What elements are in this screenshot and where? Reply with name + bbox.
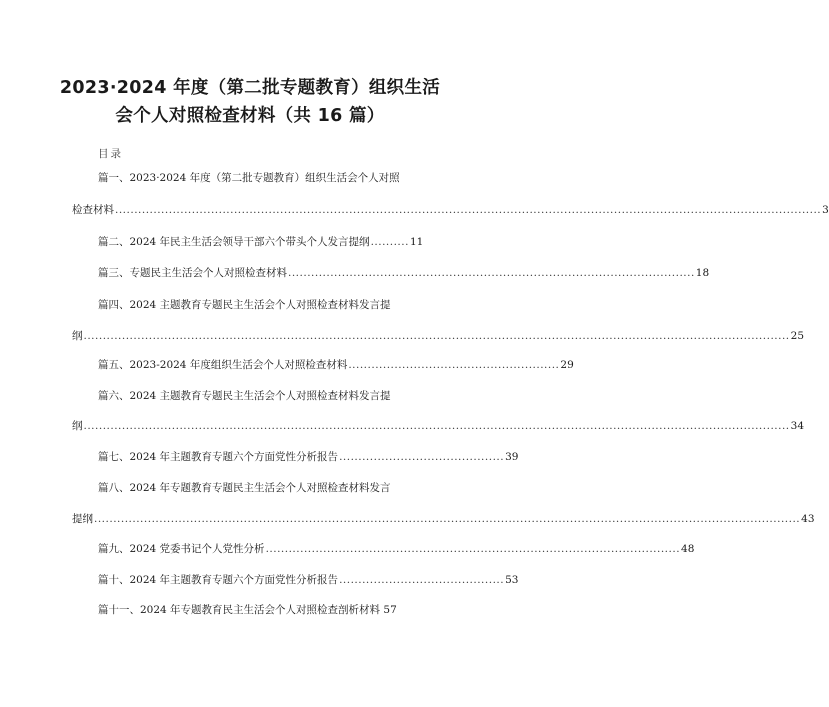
toc-entry-1-line-2[interactable] xyxy=(72,203,829,217)
toc-heading: 目录 xyxy=(98,148,123,160)
toc-entry-text: 篇四、2024 主题教育专题民主生活会个人对照检查材料发言提 xyxy=(98,299,391,311)
toc-leader-dots: ........................................... xyxy=(339,574,505,586)
toc-entry-8-line-1[interactable] xyxy=(98,481,408,495)
toc-entry-5[interactable] xyxy=(98,358,574,372)
toc-leader-dots: .......................................................................................................... xyxy=(288,267,695,279)
toc-leader-dots: ........................................................................................................................................................................................ xyxy=(83,330,790,342)
toc-leader-dots: ....................................................... xyxy=(348,359,560,371)
toc-entry-7[interactable] xyxy=(98,450,519,464)
toc-entry-11[interactable] xyxy=(98,603,424,617)
toc-leader-dots: ........................................................................................................................................................................................ xyxy=(115,204,822,216)
toc-leader-dots: .......... xyxy=(370,236,409,248)
toc-entry-text: 纲 xyxy=(72,420,83,432)
toc-entry-1-line-1[interactable] xyxy=(98,171,408,185)
toc-entry-text: 篇一、2023·2024 年度（第二批专题教育）组织生活会个人对照 xyxy=(98,172,400,184)
toc-entry-text: 篇三、专题民主生活会个人对照检查材料 xyxy=(98,267,287,279)
toc-entry-text: 篇十、2024 年主题教育专题六个方面党性分析报告 xyxy=(98,574,339,586)
toc-page-number: 29 xyxy=(560,359,574,371)
toc-leader-dots: ........................................................................................................................................................................................ xyxy=(94,513,801,525)
toc-entry-text: 篇八、2024 年专题教育专题民主生活会个人对照检查材料发言 xyxy=(98,482,391,494)
toc-entry-3[interactable] xyxy=(98,266,710,280)
toc-leader-dots: ........................................................................................................................................................................................ xyxy=(83,420,790,432)
toc-entry-10[interactable] xyxy=(98,573,519,587)
toc-entry-text: 篇六、2024 主题教育专题民主生活会个人对照检查材料发言提 xyxy=(98,390,391,402)
toc-leader-dots: ........................................... xyxy=(339,451,505,463)
toc-leader-dots: ............................................................................................................ xyxy=(265,543,681,555)
toc-entry-9[interactable] xyxy=(98,542,695,556)
toc-entry-text: 篇五、2023-2024 年度组织生活会个人对照检查材料 xyxy=(98,359,348,371)
toc-page-number: 43 xyxy=(801,513,815,525)
toc-entry-text: 篇二、2024 年民主生活会领导干部六个带头个人发言提纲 xyxy=(98,236,370,248)
toc-entry-text: 篇十一、2024 年专题教育民主生活会个人对照检查剖析材料 57 xyxy=(98,604,397,616)
toc-entry-text: 检查材料 xyxy=(72,204,114,216)
toc-entry-text: 篇七、2024 年主题教育专题六个方面党性分析报告 xyxy=(98,451,339,463)
toc-page-number: 34 xyxy=(790,420,805,432)
toc-entry-6-line-2[interactable] xyxy=(72,419,805,433)
toc-entry-8-line-2[interactable] xyxy=(72,512,815,526)
toc-page-number: 39 xyxy=(505,451,519,463)
toc-entry-4-line-2[interactable] xyxy=(72,329,805,343)
toc-page-number: 25 xyxy=(790,330,805,342)
toc-entry-4-line-1[interactable] xyxy=(98,298,408,312)
document-title-line-2: 会个人对照检查材料（共 16 篇） xyxy=(115,106,385,126)
toc-page-number: 48 xyxy=(681,543,695,555)
toc-page-number: 3 xyxy=(822,204,829,216)
toc-entry-text: 提纲 xyxy=(72,513,93,525)
toc-entry-text: 纲 xyxy=(72,330,83,342)
toc-entry-2[interactable] xyxy=(98,235,424,249)
toc-entry-text: 篇九、2024 党委书记个人党性分析 xyxy=(98,543,265,555)
toc-page-number: 18 xyxy=(695,267,710,279)
document-title-line-1: 2023·2024 年度（第二批专题教育）组织生活 xyxy=(59,78,441,98)
toc-page-number: 11 xyxy=(409,236,424,248)
toc-page-number: 53 xyxy=(505,574,519,586)
toc-entry-6-line-1[interactable] xyxy=(98,389,408,403)
